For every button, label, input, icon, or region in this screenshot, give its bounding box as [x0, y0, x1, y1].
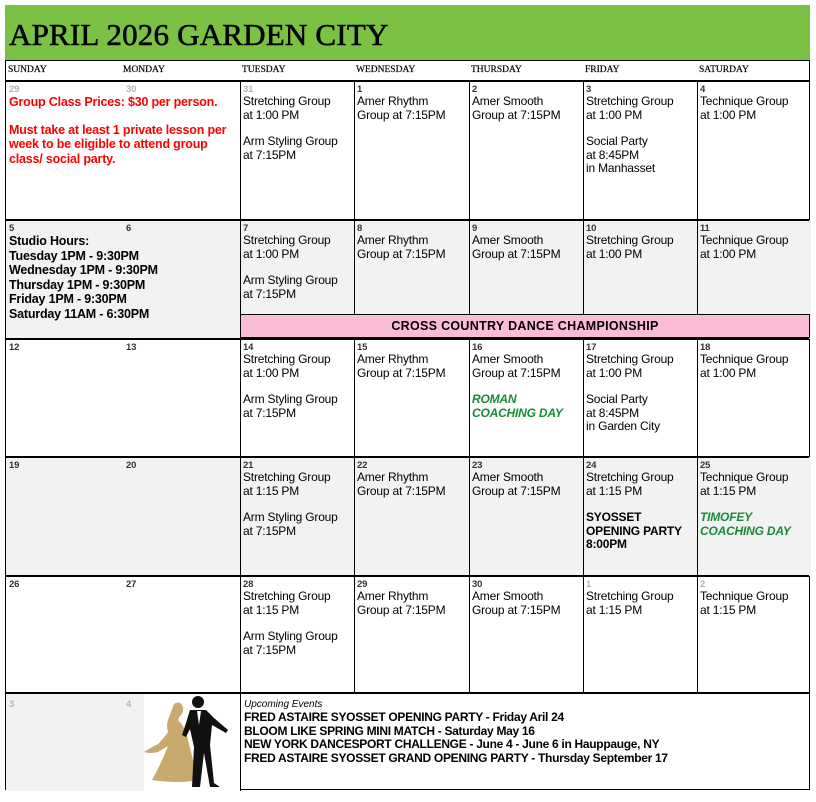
- event-text: Stretching Group at 1:00 PM: [586, 352, 674, 380]
- note-text: Must take at least 1 private lesson per week to be eligible to attend group class/ social party.: [9, 122, 227, 166]
- day-cell[interactable]: [697, 457, 811, 576]
- date-number: 1: [586, 579, 592, 590]
- upcoming-event[interactable]: NEW YORK DANCESPORT CHALLENGE - June 4 - June 6 in Hauppauge, NY: [244, 737, 660, 752]
- date-number: 20: [126, 460, 137, 471]
- upcoming-event[interactable]: FRED ASTAIRE SYOSSET OPENING PARTY - Friday Aril 24: [244, 710, 564, 724]
- date-row: [9, 84, 237, 95]
- event-text: Amer Rhythm Group at 7:15PM: [357, 352, 446, 380]
- note-text: Saturday 11AM - 6:30PM: [9, 306, 150, 321]
- event-text: Technique Group at 1:15 PM: [700, 470, 789, 498]
- day-cell[interactable]: [354, 339, 469, 457]
- event-text: Amer Rhythm Group at 7:15PM: [357, 470, 446, 498]
- day-cell[interactable]: [583, 576, 697, 693]
- date-number: 3: [586, 84, 592, 95]
- event-text: Stretching Group at 1:00 PM: [243, 233, 331, 261]
- day-cell[interactable]: [697, 81, 811, 220]
- event-text: Technique Group at 1:00 PM: [700, 94, 789, 122]
- event-banner[interactable]: CROSS COUNTRY DANCE CHAMPIONSHIP: [240, 314, 810, 338]
- event-text: Social Party at 8:45PM in Garden City: [586, 392, 660, 434]
- date-number: 18: [700, 342, 711, 353]
- day-cell[interactable]: [697, 339, 811, 457]
- event-text: Amer Smooth Group at 7:15PM: [472, 352, 561, 380]
- date-number: 24: [586, 460, 597, 471]
- date-number: 11: [700, 223, 710, 234]
- day-cell[interactable]: [354, 457, 469, 576]
- day-header-sunday: SUNDAY: [8, 65, 47, 75]
- event-text: ROMAN COACHING DAY: [472, 392, 563, 420]
- day-cell[interactable]: [354, 576, 469, 693]
- date-number: 12: [9, 342, 20, 353]
- note-text: Group Class Prices: $30 per person.: [9, 95, 218, 109]
- day-cell-sun-mon[interactable]: [6, 576, 240, 693]
- calendar-grid: [5, 60, 810, 790]
- date-number: 30: [126, 84, 137, 95]
- date-number: 29: [357, 579, 368, 590]
- date-number: 26: [9, 579, 20, 590]
- event-text: SYOSSET OPENING PARTY 8:00PM: [586, 510, 682, 552]
- event-text: Stretching Group at 1:15 PM: [243, 589, 331, 617]
- event-text: Technique Group at 1:15 PM: [700, 589, 789, 617]
- date-number: 7: [243, 223, 249, 234]
- date-number: 31: [243, 84, 254, 95]
- day-cell[interactable]: [469, 339, 583, 457]
- date-number: 19: [9, 460, 20, 471]
- event-text: Amer Smooth Group at 7:15PM: [472, 233, 561, 261]
- event-text: Arm Styling Group at 7:15PM: [243, 510, 338, 538]
- date-row: [9, 342, 237, 353]
- date-number: 2: [472, 84, 478, 95]
- event-text: TIMOFEY COACHING DAY: [700, 510, 791, 538]
- date-number: 6: [126, 223, 132, 234]
- event-text: Stretching Group at 1:15 PM: [243, 470, 331, 498]
- event-text: Amer Rhythm Group at 7:15PM: [357, 233, 446, 261]
- event-text: Amer Smooth Group at 7:15PM: [472, 589, 561, 617]
- note-text: Studio Hours:: [9, 234, 90, 248]
- date-number: 17: [586, 342, 597, 353]
- event-text: Stretching Group at 1:00 PM: [586, 94, 674, 122]
- day-cell-sun-mon[interactable]: [6, 457, 240, 576]
- dancers-illustration: [144, 694, 240, 790]
- date-number: 5: [9, 223, 15, 234]
- day-cell[interactable]: [240, 81, 354, 220]
- note-text: Thursday 1PM - 9:30PM: [9, 277, 146, 292]
- event-text: Stretching Group at 1:15 PM: [586, 589, 674, 617]
- day-header-wednesday: WEDNESDAY: [356, 65, 416, 75]
- day-cell[interactable]: [469, 81, 583, 220]
- event-text: Stretching Group at 1:00 PM: [243, 94, 331, 122]
- day-cell[interactable]: [240, 339, 354, 457]
- upcoming-events-label: Upcoming Events: [244, 699, 323, 710]
- date-number: 4: [700, 84, 706, 95]
- date-number: 14: [243, 342, 254, 353]
- dancing-couple-icon: [144, 694, 240, 790]
- event-text: Amer Smooth Group at 7:15PM: [472, 94, 561, 122]
- date-number: 30: [472, 579, 483, 590]
- upcoming-events: [244, 699, 668, 765]
- event-text: Amer Smooth Group at 7:15PM: [472, 470, 561, 498]
- day-cell[interactable]: [697, 576, 811, 693]
- day-cell[interactable]: [354, 81, 469, 220]
- event-text: Stretching Group at 1:00 PM: [243, 352, 331, 380]
- date-number: 4: [126, 699, 132, 710]
- date-number: 23: [472, 460, 483, 471]
- event-text: Arm Styling Group at 7:15PM: [243, 392, 338, 420]
- date-number: 25: [700, 460, 711, 471]
- event-text: Arm Styling Group at 7:15PM: [243, 134, 338, 162]
- date-number: 1: [357, 84, 363, 95]
- date-number: 28: [243, 579, 254, 590]
- day-cell[interactable]: [240, 457, 354, 576]
- date-row: [9, 460, 237, 471]
- day-header-saturday: SATURDAY: [699, 65, 749, 75]
- page-title: APRIL 2026 GARDEN CITY: [9, 17, 389, 52]
- day-header-monday: MONDAY: [123, 65, 165, 75]
- event-text: Arm Styling Group at 7:15PM: [243, 273, 338, 301]
- date-number: 22: [357, 460, 368, 471]
- date-number: 27: [126, 579, 137, 590]
- event-text: Social Party at 8:45PM in Manhasset: [586, 134, 655, 176]
- event-text: Arm Styling Group at 7:15PM: [243, 629, 338, 657]
- event-text: Technique Group at 1:00 PM: [700, 352, 789, 380]
- note-text: Friday 1PM - 9:30PM: [9, 292, 127, 307]
- event-text: Stretching Group at 1:00 PM: [586, 233, 674, 261]
- upcoming-event[interactable]: BLOOM LIKE SPRING MINI MATCH - Saturday May 16: [244, 723, 535, 738]
- date-number: 10: [586, 223, 597, 234]
- event-text: Stretching Group at 1:15 PM: [586, 470, 674, 498]
- date-number: 16: [472, 342, 483, 353]
- date-number: 29: [9, 84, 20, 95]
- date-number: 2: [700, 579, 706, 590]
- day-cell-sun-mon[interactable]: [6, 339, 240, 457]
- day-cell[interactable]: [469, 457, 583, 576]
- title-bar: [5, 5, 810, 60]
- date-number: 9: [472, 223, 478, 234]
- day-header-friday: FRIDAY: [585, 65, 620, 75]
- day-cell-sun-mon[interactable]: [6, 220, 240, 339]
- day-cell[interactable]: [583, 339, 697, 457]
- day-header-thursday: THURSDAY: [471, 65, 522, 75]
- upcoming-event[interactable]: FRED ASTAIRE SYOSSET GRAND OPENING PARTY - Thursday September 17: [244, 750, 668, 765]
- note-text: Tuesday 1PM - 9:30PM: [9, 248, 139, 263]
- date-number: 13: [126, 342, 137, 353]
- note-text: Wednesday 1PM - 9:30PM: [9, 263, 158, 278]
- date-row: [9, 223, 237, 234]
- day-cell[interactable]: [469, 576, 583, 693]
- day-cell-sun-mon[interactable]: [6, 81, 240, 220]
- date-number: 3: [9, 699, 15, 710]
- date-number: 21: [243, 460, 254, 471]
- day-cell-sun-mon: [6, 693, 144, 791]
- date-number: 15: [357, 342, 368, 353]
- event-text: Amer Rhythm Group at 7:15PM: [357, 589, 446, 617]
- date-row: [9, 579, 237, 590]
- day-cell[interactable]: [583, 457, 697, 576]
- day-cell[interactable]: [240, 576, 354, 693]
- day-header-tuesday: TUESDAY: [242, 65, 286, 75]
- event-text: Technique Group at 1:00 PM: [700, 233, 789, 261]
- event-text: Amer Rhythm Group at 7:15PM: [357, 94, 446, 122]
- date-number: 8: [357, 223, 363, 234]
- day-cell[interactable]: [583, 81, 697, 220]
